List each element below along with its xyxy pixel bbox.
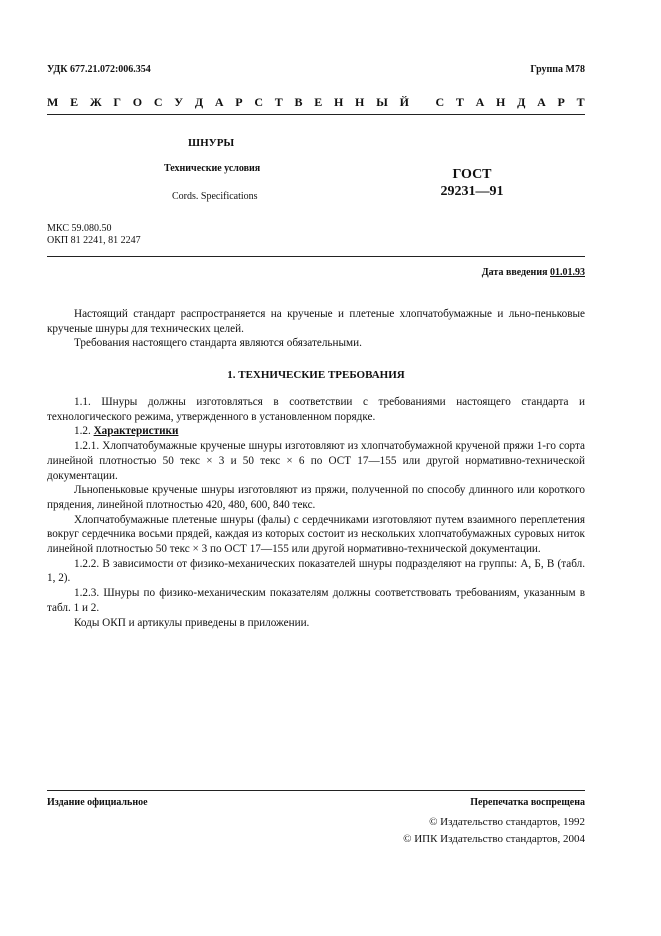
intro-date xyxy=(482,267,585,278)
reprint-notice: Перепечатка воспрещена xyxy=(470,797,585,808)
banner-letter: Д xyxy=(517,95,526,109)
banner-letter: Н xyxy=(355,95,365,109)
section-1-title: 1. ТЕХНИЧЕСКИЕ ТРЕБОВАНИЯ xyxy=(227,369,405,381)
document-title: ШНУРЫ xyxy=(188,137,235,149)
intro-text xyxy=(47,307,585,351)
banner-text xyxy=(47,95,585,110)
clause-flax: Льнопеньковые крученые шнуры изготовляют из пряжи, полученной по способу длинного или короткого прядения, линейной плотностью 420, 480, 600, 840 текс. xyxy=(47,484,585,511)
clause-1-2-number: 1.2. xyxy=(74,425,91,438)
banner-letter: Ы xyxy=(376,95,388,109)
intro-paragraph-1: Настоящий стандарт распространяется на крученые и плетеные хлопчатобумажные и льно-пеньковые крученые шнуры для технических целей. xyxy=(47,308,585,335)
section-1-body xyxy=(47,395,585,630)
clause-1-2-label: Характеристики xyxy=(93,425,179,438)
banner-letter: М xyxy=(47,95,59,109)
classification-codes xyxy=(47,223,141,247)
intro-paragraph-2: Требования настоящего стандарта являются обязательными. xyxy=(74,337,362,350)
codes-rule xyxy=(47,256,585,257)
clause-braid: Хлопчатобумажные плетеные шнуры (фалы) с сердечниками изготовляют путем взаимного переплетения вокруг сердечника восьми прядей, каждая из которых состоит из нескольких хлопчатобумажных суровых ниток линейной плотностью 50 текс × 3 по ОСТ 17—155 или другой нормативно-технической документации. xyxy=(47,513,585,556)
banner-letter: Й xyxy=(399,95,409,109)
banner-letter: Н xyxy=(496,95,506,109)
footer-rule xyxy=(47,790,585,791)
banner-letter: Ж xyxy=(89,95,102,109)
gost-label: ГОСТ xyxy=(452,167,492,182)
banner-letter: Р xyxy=(557,95,565,109)
standard-banner xyxy=(47,95,585,110)
banner-letter: О xyxy=(132,95,143,109)
banner-letter: Г xyxy=(113,95,122,109)
banner-letter: С xyxy=(153,95,163,109)
banner-letter: Р xyxy=(235,95,243,109)
clause-1-2-1: 1.2.1. Хлопчатобумажные крученые шнуры изготовляют из хлопчатобумажной крученой пряжи 1-го сорта линейной плотностью 50 текс × 3 и 50 текс × 6 по ОСТ 17—155 или другой нормативно-технической документации. xyxy=(47,440,585,482)
intro-date-label: Дата введения xyxy=(481,267,548,278)
banner-letter: В xyxy=(294,95,303,109)
banner-letter xyxy=(421,95,424,110)
clause-1-2 xyxy=(47,424,585,439)
banner-rule xyxy=(47,114,585,115)
official-edition: Издание официальное xyxy=(47,797,148,808)
banner-letter: Н xyxy=(333,95,344,109)
banner-letter: Е xyxy=(314,95,323,109)
banner-letter: А xyxy=(475,95,485,109)
clause-okp: Коды ОКП и артикулы приведены в приложении. xyxy=(74,616,310,629)
udk-code: УДК 677.21.072:006.354 xyxy=(47,64,151,75)
banner-letter: Д xyxy=(194,95,204,109)
banner-letter: Е xyxy=(70,95,79,109)
banner-letter: У xyxy=(174,95,184,109)
mks-code: МКС 59.080.50 xyxy=(47,223,112,234)
banner-letter: С xyxy=(435,95,445,109)
intro-date-value: 01.01.93 xyxy=(550,267,585,278)
banner-letter: С xyxy=(254,95,263,109)
clause-1-1: 1.1. Шнуры должны изготовляться в соответствии с требованиями настоящего стандарта и технологического режима, утвержденного в установленном порядке. xyxy=(47,396,585,423)
english-title: Cords. Specifications xyxy=(172,191,258,202)
banner-letter: А xyxy=(537,95,546,109)
gost-number: 29231—91 xyxy=(440,184,504,199)
banner-letter: Т xyxy=(455,95,464,109)
copyright-2: © ИПК Издательство стандартов, 2004 xyxy=(403,833,585,845)
group-code: Группа М78 xyxy=(530,64,585,75)
document-subtitle: Технические условия xyxy=(164,163,261,174)
banner-letter: Т xyxy=(576,95,585,109)
gost-block xyxy=(432,166,512,200)
copyright-1: © Издательство стандартов, 1992 xyxy=(429,816,585,828)
copyright-block xyxy=(403,814,585,848)
banner-letter: Т xyxy=(274,95,283,109)
okp-code: ОКП 81 2241, 81 2247 xyxy=(47,235,141,246)
clause-1-2-3: 1.2.3. Шнуры по физико-механическим показателям должны соответствовать требованиям, указанным в табл. 1 и 2. xyxy=(47,587,585,614)
clause-1-2-2: 1.2.2. В зависимости от физико-механических показателей шнуры подразделяют на группы: А, Б, В (табл. 1, 2). xyxy=(47,557,585,585)
banner-letter: А xyxy=(214,95,224,109)
